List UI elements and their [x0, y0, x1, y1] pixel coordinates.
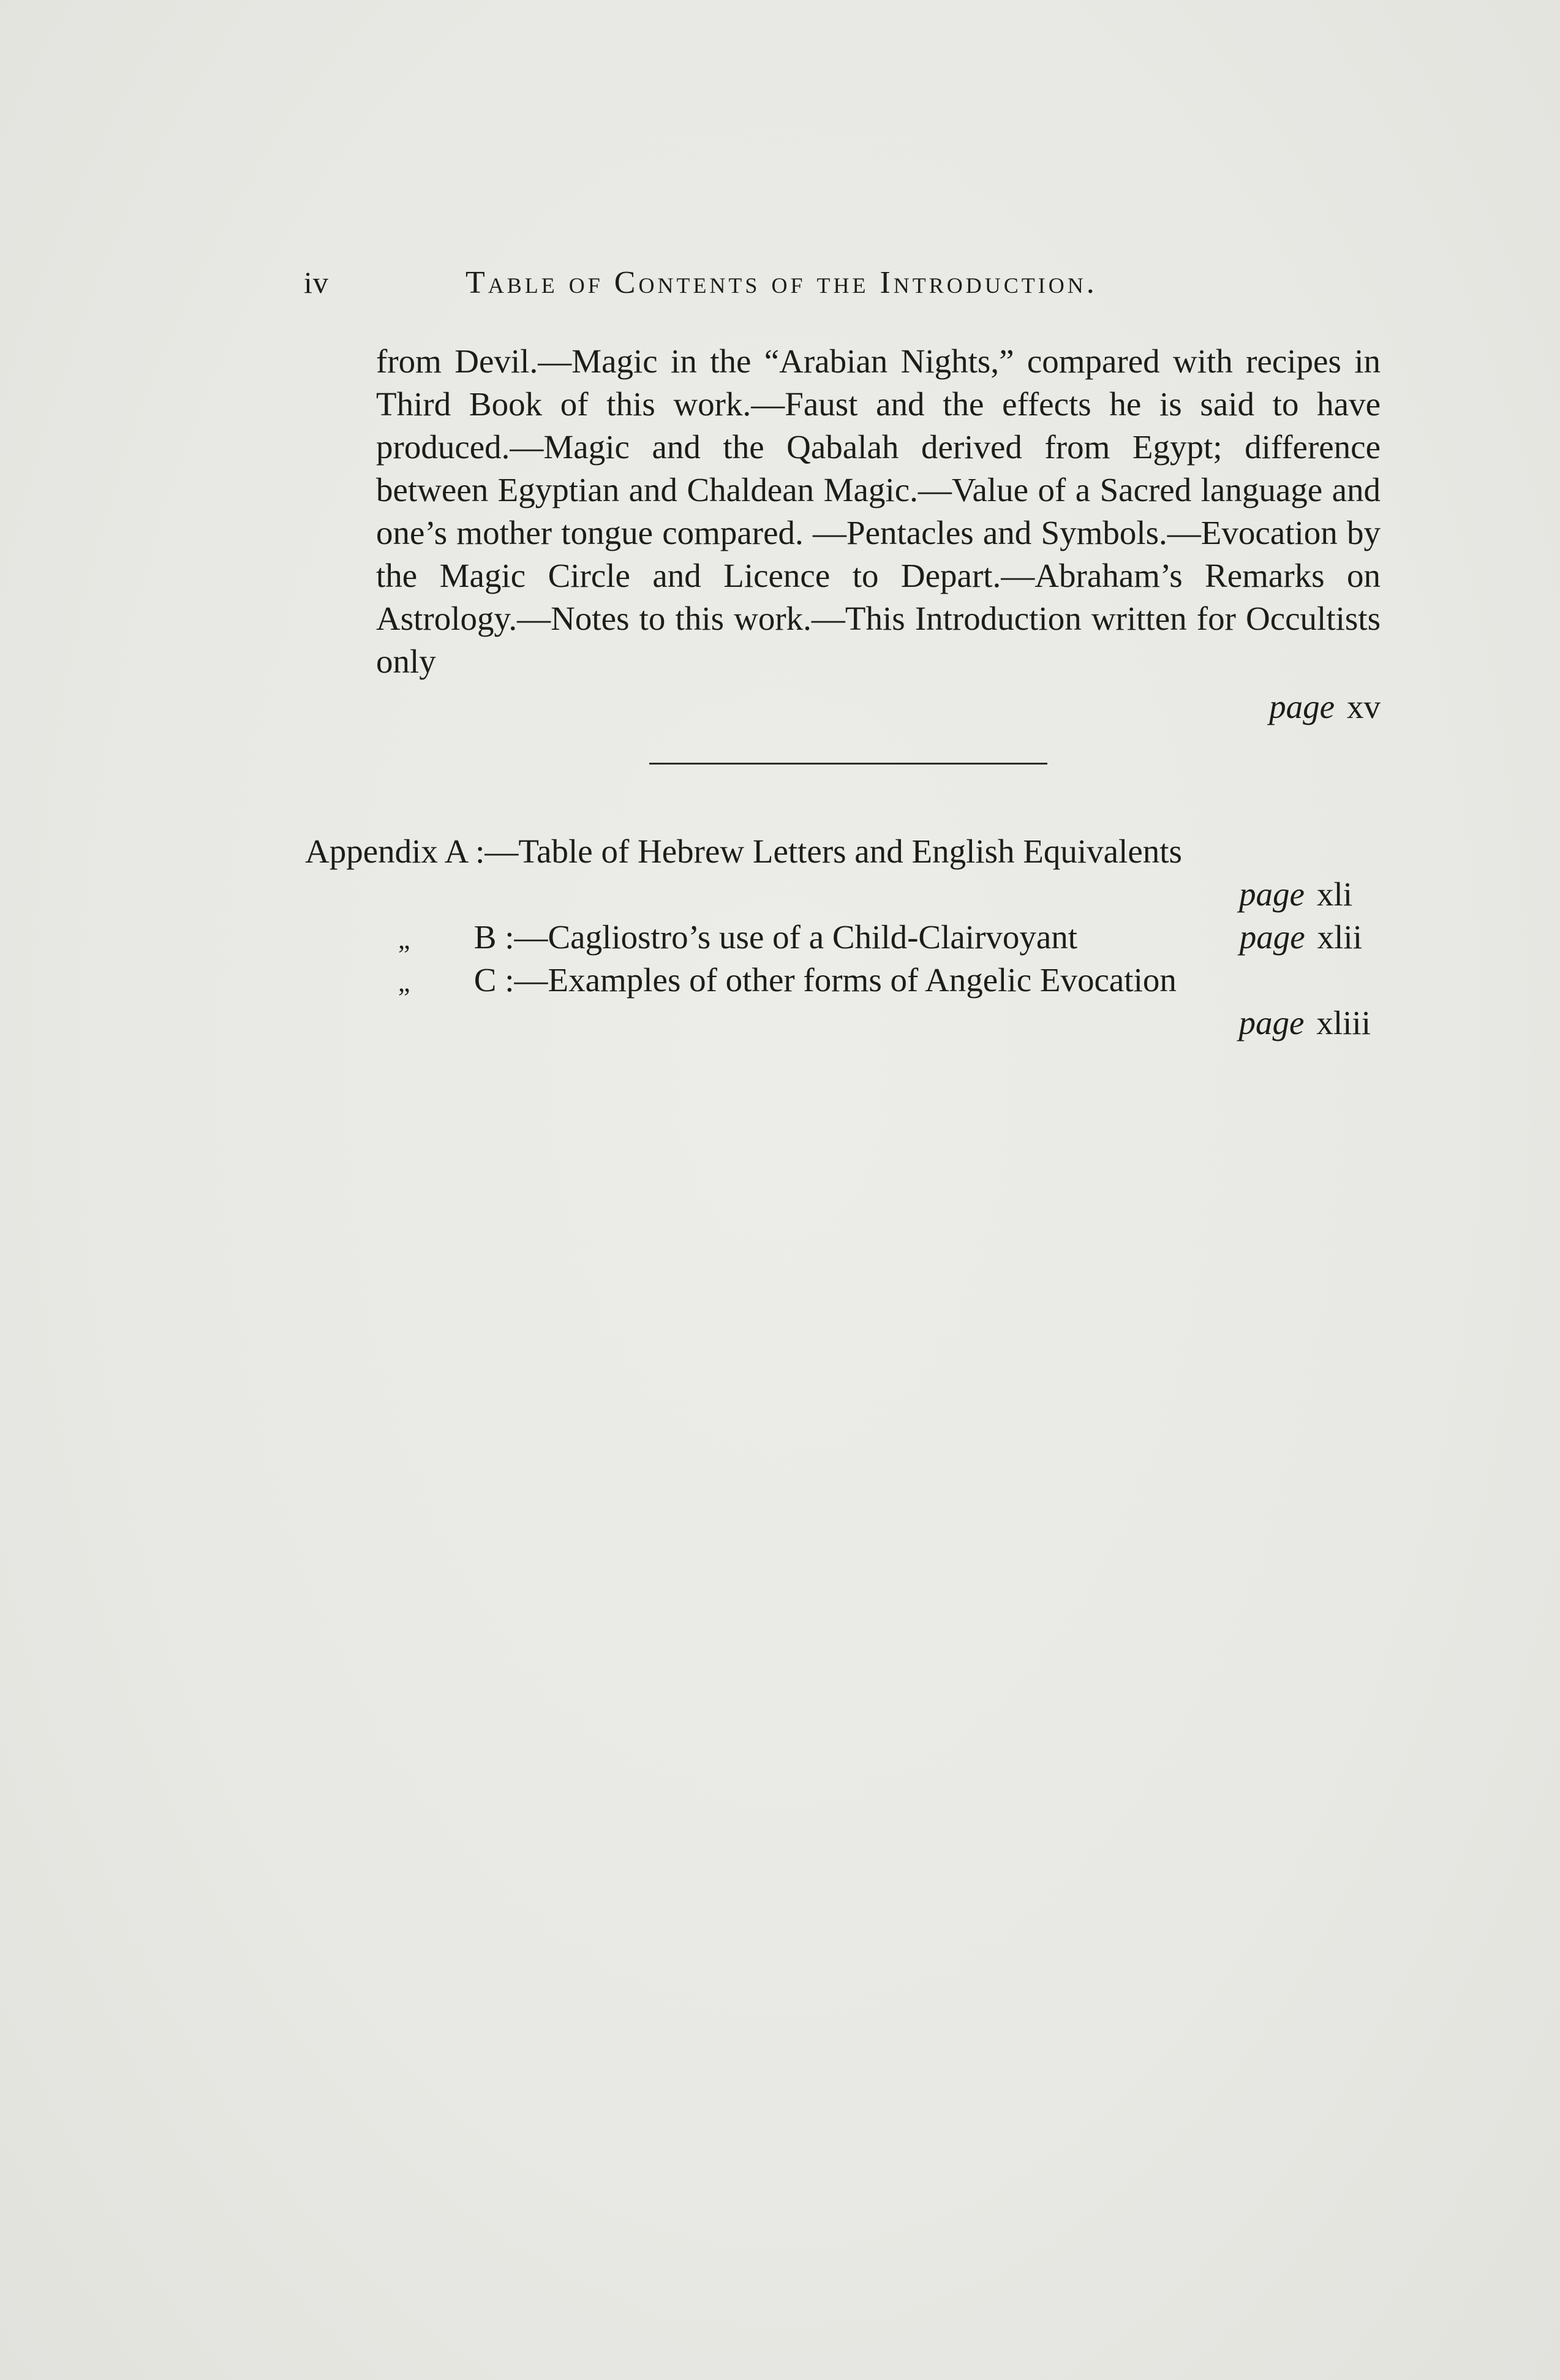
- appendix-page-ref: [305, 1002, 1371, 1045]
- running-head: [304, 265, 1382, 308]
- page-word: page: [1238, 1004, 1305, 1041]
- page-word: page: [1239, 875, 1305, 913]
- page-number: xli: [1316, 875, 1352, 913]
- appendix-item: [305, 959, 1371, 1045]
- appendix-page-ref: [305, 873, 1371, 916]
- contents-entry-page-ref: [857, 686, 1381, 728]
- appendix-label: Appendix: [305, 833, 438, 870]
- page-folio: iv: [304, 265, 329, 300]
- page-word: page: [1269, 688, 1335, 725]
- page-number: xlii: [1317, 918, 1362, 956]
- appendix-page-ref: [1240, 916, 1362, 959]
- section-divider: [649, 763, 1047, 765]
- appendix-title: :—Table of Hebrew Letters and English Equivalents: [475, 833, 1182, 870]
- appendix-letter: A: [444, 833, 467, 870]
- appendix-item: [305, 916, 1371, 959]
- page-word: page: [1239, 918, 1305, 956]
- running-title: Table of Contents of the Introduction.: [465, 265, 1098, 300]
- appendix-title: :—Cagliostro’s use of a Child-Clairvoyant: [505, 918, 1078, 956]
- ditto-mark: „: [398, 967, 410, 997]
- appendix-letter: C: [473, 961, 497, 999]
- appendix-letter: B: [473, 918, 497, 956]
- appendix-list: [305, 830, 1371, 1045]
- page-number: xliii: [1316, 1004, 1371, 1041]
- contents-entry-text: from Devil.—Magic in the “Arabian Nights,” compared with recipes in Third Book of this work.—Faust and the effects he is said to have produced.—Magic and the Qabalah derived from Egypt; difference between Egyptian and Chaldean Magic.—Value of a Sacred language and one’s mother tongue compared. —Pentacles and Symbols.—Evocation by the Magic Circle and Licence to Depart.—Abraham’s Remarks on Astrology.—Notes to this work.—This Introduction written for Occultists only: [376, 342, 1381, 680]
- ditto-mark: „: [398, 924, 410, 954]
- appendix-title: :—Examples of other forms of Angelic Evocation: [505, 961, 1177, 999]
- appendix-item: [305, 830, 1371, 916]
- page-number: xv: [1347, 688, 1381, 725]
